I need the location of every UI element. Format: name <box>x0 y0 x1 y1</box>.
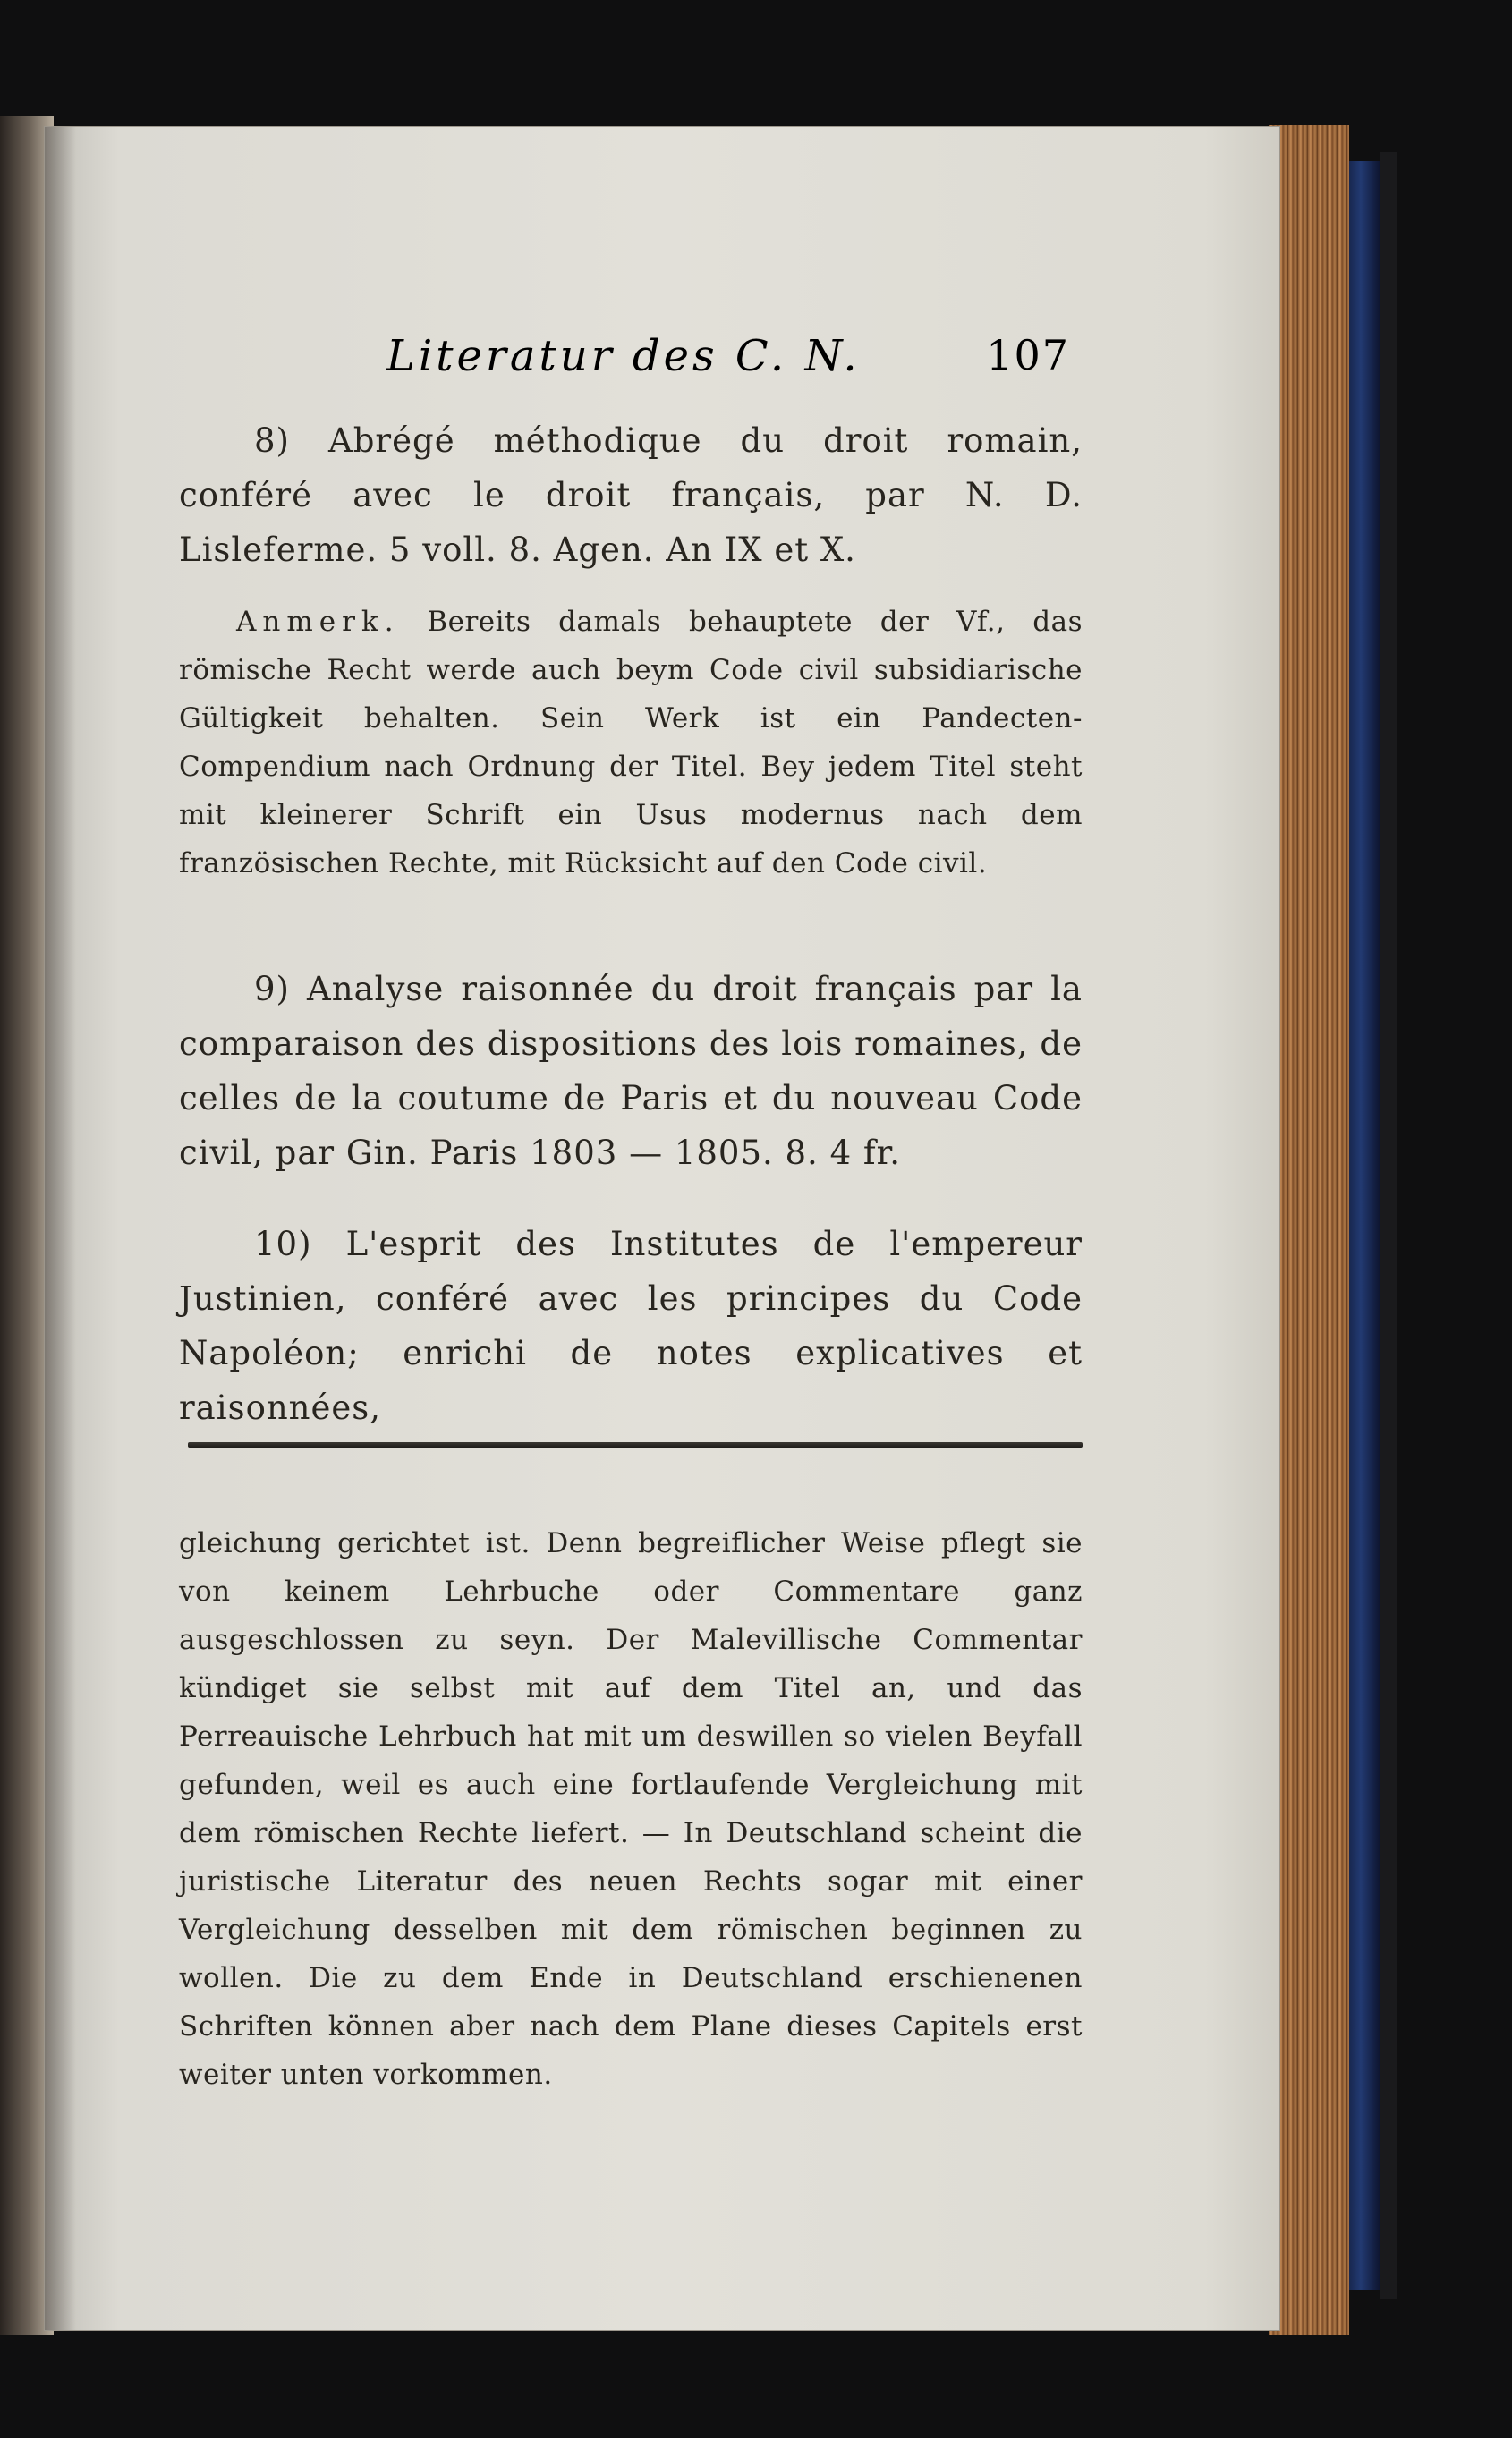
footnote <box>179 1519 1083 2099</box>
entry-9-text: Analyse raisonnée du droit français par la comparaison des dispositions des lois romaines, de celles de la coutume de Paris et du nouveau Code civil, par Gin. Paris 1803 — 1805. 8. 4 fr. <box>179 970 1083 1172</box>
entry-10 <box>179 1217 1083 1435</box>
page-block-edges <box>1269 125 1349 2335</box>
footnote-text: gleichung gerichtet ist. Denn begreiflicher Weise pflegt sie von keinem Lehrbuche oder Commentare ganz ausgeschlossen zu seyn. Der Malevillische Commentar kündiget sie selbst mit auf dem Titel an, und das Perreauische Lehrbuch hat mit um deswillen so vielen Beyfall gefunden, weil es auch eine fortlaufende Vergleichung mit dem römischen Rechte liefert. — In Deutschland scheint die juristische Literatur des neuen Rechts sogar mit einer Vergleichung desselben mit dem römischen beginnen zu wollen. Die zu dem Ende in Deutschland erschienenen Schriften können aber nach dem Plane dieses Capitels erst weiter unten vorkommen. <box>179 1527 1083 2091</box>
footnote-rule <box>188 1442 1083 1448</box>
entry-10-number: 10) <box>254 1225 312 1263</box>
anmerk-text: Bereits damals behauptete der Vf., das römische Recht werde auch beym Code civil subsidiarische Gültigkeit behalten. Sein Werk ist ein Pandecten-Compendium nach Ordnung der Titel. Bey jedem Titel steht mit kleinerer Schrift ein Usus modernus nach dem französischen Rechte, mit Rücksicht auf den Code civil. <box>179 606 1083 879</box>
page-number: 107 <box>986 331 1070 379</box>
running-head <box>179 331 1083 394</box>
book-cover-edge <box>1380 152 1397 2299</box>
entry-8-number: 8) <box>254 421 290 460</box>
entry-10-text: L'esprit des Institutes de l'empereur Justinien, conféré avec les principes du Code Napoléon; enrichi de notes explicatives et raisonnées, <box>179 1225 1083 1427</box>
entry-9 <box>179 962 1083 1180</box>
entry-8-annotation <box>179 598 1083 888</box>
entry-8-text: Abrégé méthodique du droit romain, conféré avec le droit français, par N. D. Lisleferme. 5 voll. 8. Agen. An IX et X. <box>179 421 1083 569</box>
entry-8 <box>179 413 1083 577</box>
gutter-shadow <box>45 127 76 2330</box>
entry-9-number: 9) <box>254 970 290 1008</box>
anmerk-label: Anmerk. <box>236 606 400 638</box>
running-head-title: Literatur des C. N. <box>386 331 861 381</box>
